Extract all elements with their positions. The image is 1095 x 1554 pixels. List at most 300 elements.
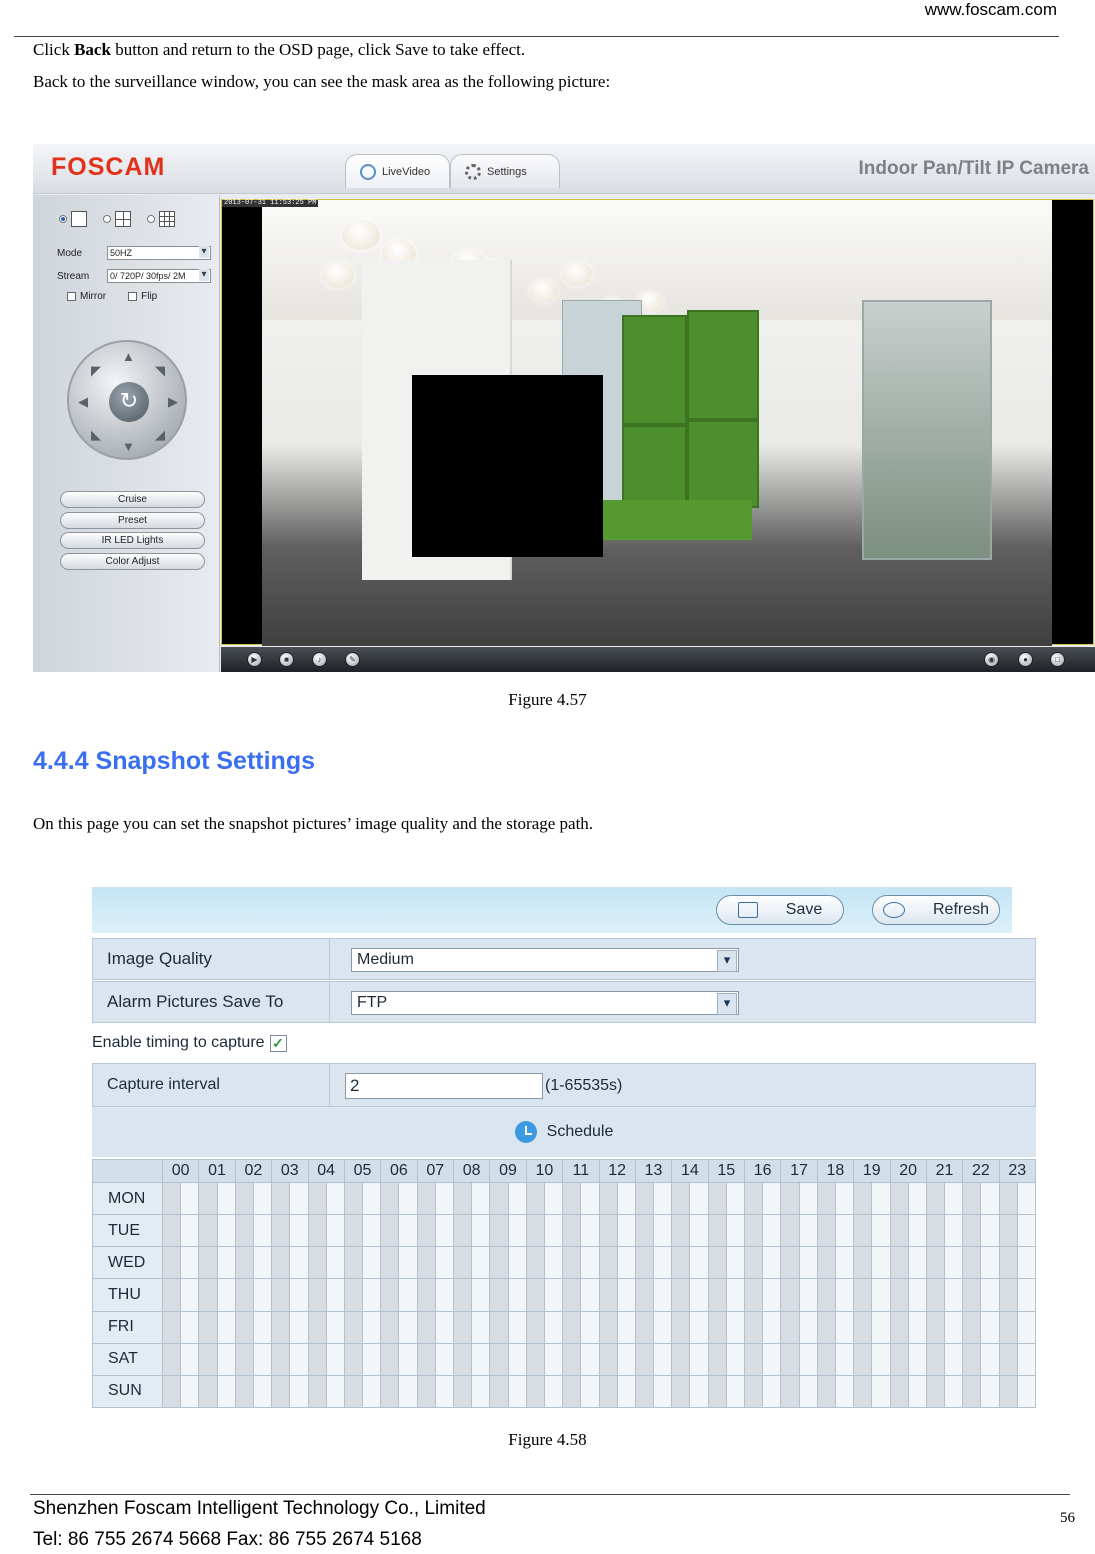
schedule-cell[interactable] bbox=[308, 1183, 326, 1215]
arrow-down-right-icon[interactable]: ◢ bbox=[155, 427, 165, 442]
schedule-cell[interactable] bbox=[781, 1247, 799, 1279]
schedule-grid[interactable] bbox=[92, 1159, 1036, 1408]
schedule-cell[interactable] bbox=[563, 1279, 581, 1311]
schedule-hour-header[interactable]: 10 bbox=[526, 1160, 562, 1183]
schedule-cell[interactable] bbox=[781, 1375, 799, 1407]
schedule-cell[interactable] bbox=[672, 1215, 690, 1247]
schedule-cell[interactable] bbox=[326, 1311, 344, 1343]
schedule-hour-header[interactable]: 19 bbox=[854, 1160, 890, 1183]
schedule-cell[interactable] bbox=[890, 1375, 908, 1407]
schedule-cell[interactable] bbox=[708, 1247, 726, 1279]
schedule-cell[interactable] bbox=[763, 1343, 781, 1375]
schedule-cell[interactable] bbox=[363, 1215, 381, 1247]
schedule-cell[interactable] bbox=[854, 1343, 872, 1375]
schedule-cell[interactable] bbox=[490, 1311, 508, 1343]
schedule-cell[interactable] bbox=[399, 1375, 417, 1407]
schedule-cell[interactable] bbox=[926, 1279, 944, 1311]
schedule-cell[interactable] bbox=[708, 1375, 726, 1407]
schedule-cell[interactable] bbox=[472, 1279, 490, 1311]
schedule-cell[interactable] bbox=[1017, 1247, 1035, 1279]
schedule-cell[interactable] bbox=[708, 1215, 726, 1247]
schedule-cell[interactable] bbox=[235, 1311, 253, 1343]
schedule-cell[interactable] bbox=[235, 1247, 253, 1279]
schedule-cell[interactable] bbox=[763, 1183, 781, 1215]
schedule-cell[interactable] bbox=[326, 1183, 344, 1215]
schedule-cell[interactable] bbox=[963, 1311, 981, 1343]
schedule-cell[interactable] bbox=[181, 1247, 199, 1279]
schedule-cell[interactable] bbox=[544, 1247, 562, 1279]
schedule-cell[interactable] bbox=[344, 1247, 362, 1279]
schedule-cell[interactable] bbox=[326, 1343, 344, 1375]
schedule-cell[interactable] bbox=[181, 1375, 199, 1407]
schedule-cell[interactable] bbox=[872, 1311, 890, 1343]
schedule-cell[interactable] bbox=[617, 1183, 635, 1215]
schedule-cell[interactable] bbox=[908, 1311, 926, 1343]
schedule-cell[interactable] bbox=[163, 1343, 181, 1375]
schedule-cell[interactable] bbox=[908, 1375, 926, 1407]
schedule-cell[interactable] bbox=[945, 1343, 963, 1375]
preset-button[interactable]: Preset bbox=[60, 512, 205, 529]
schedule-cell[interactable] bbox=[945, 1183, 963, 1215]
schedule-cell[interactable] bbox=[454, 1215, 472, 1247]
schedule-cell[interactable] bbox=[654, 1311, 672, 1343]
schedule-cell[interactable] bbox=[635, 1343, 653, 1375]
schedule-cell[interactable] bbox=[999, 1183, 1017, 1215]
schedule-cell[interactable] bbox=[799, 1375, 817, 1407]
schedule-cell[interactable] bbox=[926, 1247, 944, 1279]
schedule-cell[interactable] bbox=[490, 1215, 508, 1247]
snapshot-icon[interactable]: ◉ bbox=[984, 652, 999, 667]
schedule-cell[interactable] bbox=[635, 1311, 653, 1343]
schedule-cell[interactable] bbox=[599, 1247, 617, 1279]
schedule-day-label[interactable]: TUE bbox=[93, 1215, 163, 1247]
flip-option[interactable] bbox=[128, 291, 157, 302]
schedule-cell[interactable] bbox=[817, 1279, 835, 1311]
schedule-cell[interactable] bbox=[163, 1247, 181, 1279]
schedule-cell[interactable] bbox=[272, 1247, 290, 1279]
schedule-cell[interactable] bbox=[272, 1279, 290, 1311]
schedule-cell[interactable] bbox=[417, 1279, 435, 1311]
schedule-cell[interactable] bbox=[581, 1247, 599, 1279]
schedule-cell[interactable] bbox=[563, 1375, 581, 1407]
talk-icon[interactable]: ✎ bbox=[345, 652, 360, 667]
schedule-cell[interactable] bbox=[635, 1183, 653, 1215]
schedule-cell[interactable] bbox=[672, 1247, 690, 1279]
schedule-cell[interactable] bbox=[472, 1215, 490, 1247]
schedule-cell[interactable] bbox=[908, 1343, 926, 1375]
schedule-cell[interactable] bbox=[781, 1343, 799, 1375]
fullscreen-icon[interactable]: □ bbox=[1050, 652, 1065, 667]
schedule-cell[interactable] bbox=[435, 1183, 453, 1215]
schedule-cell[interactable] bbox=[381, 1375, 399, 1407]
save-button[interactable] bbox=[716, 895, 844, 925]
schedule-cell[interactable] bbox=[435, 1279, 453, 1311]
schedule-cell[interactable] bbox=[163, 1215, 181, 1247]
schedule-cell[interactable] bbox=[199, 1311, 217, 1343]
schedule-cell[interactable] bbox=[472, 1375, 490, 1407]
schedule-cell[interactable] bbox=[745, 1247, 763, 1279]
schedule-cell[interactable] bbox=[563, 1215, 581, 1247]
schedule-cell[interactable] bbox=[581, 1279, 599, 1311]
arrow-left-icon[interactable]: ◀ bbox=[78, 394, 88, 409]
schedule-cell[interactable] bbox=[235, 1215, 253, 1247]
view-single[interactable] bbox=[59, 211, 87, 227]
schedule-cell[interactable] bbox=[599, 1311, 617, 1343]
schedule-cell[interactable] bbox=[599, 1215, 617, 1247]
schedule-cell[interactable] bbox=[435, 1343, 453, 1375]
schedule-cell[interactable] bbox=[654, 1343, 672, 1375]
schedule-cell[interactable] bbox=[217, 1215, 235, 1247]
schedule-cell[interactable] bbox=[199, 1279, 217, 1311]
schedule-cell[interactable] bbox=[781, 1279, 799, 1311]
schedule-cell[interactable] bbox=[708, 1183, 726, 1215]
play-icon[interactable]: ▶ bbox=[247, 652, 262, 667]
schedule-cell[interactable] bbox=[563, 1247, 581, 1279]
audio-icon[interactable]: ♪ bbox=[312, 652, 327, 667]
schedule-cell[interactable] bbox=[199, 1215, 217, 1247]
schedule-cell[interactable] bbox=[199, 1247, 217, 1279]
schedule-cell[interactable] bbox=[654, 1247, 672, 1279]
schedule-cell[interactable] bbox=[544, 1183, 562, 1215]
schedule-cell[interactable] bbox=[253, 1279, 271, 1311]
arrow-up-right-icon[interactable]: ◥ bbox=[155, 363, 165, 378]
schedule-cell[interactable] bbox=[835, 1279, 853, 1311]
schedule-cell[interactable] bbox=[454, 1343, 472, 1375]
schedule-cell[interactable] bbox=[181, 1343, 199, 1375]
schedule-hour-header[interactable]: 04 bbox=[308, 1160, 344, 1183]
schedule-cell[interactable] bbox=[981, 1279, 999, 1311]
schedule-cell[interactable] bbox=[745, 1183, 763, 1215]
view-quad[interactable] bbox=[103, 211, 131, 227]
schedule-cell[interactable] bbox=[926, 1343, 944, 1375]
schedule-cell[interactable] bbox=[199, 1343, 217, 1375]
schedule-cell[interactable] bbox=[399, 1311, 417, 1343]
schedule-cell[interactable] bbox=[926, 1183, 944, 1215]
schedule-cell[interactable] bbox=[399, 1343, 417, 1375]
schedule-cell[interactable] bbox=[854, 1375, 872, 1407]
schedule-cell[interactable] bbox=[381, 1279, 399, 1311]
arrow-down-icon[interactable]: ▼ bbox=[122, 439, 135, 454]
schedule-day-label[interactable]: WED bbox=[93, 1247, 163, 1279]
schedule-hour-header[interactable]: 22 bbox=[963, 1160, 999, 1183]
schedule-hour-header[interactable]: 12 bbox=[599, 1160, 635, 1183]
schedule-cell[interactable] bbox=[817, 1215, 835, 1247]
arrow-up-left-icon[interactable]: ◤ bbox=[91, 363, 101, 378]
schedule-hour-header[interactable]: 23 bbox=[999, 1160, 1035, 1183]
schedule-cell[interactable] bbox=[963, 1343, 981, 1375]
schedule-cell[interactable] bbox=[272, 1343, 290, 1375]
schedule-cell[interactable] bbox=[163, 1311, 181, 1343]
schedule-cell[interactable] bbox=[381, 1183, 399, 1215]
schedule-cell[interactable] bbox=[1017, 1183, 1035, 1215]
schedule-cell[interactable] bbox=[181, 1215, 199, 1247]
schedule-hour-header[interactable]: 08 bbox=[454, 1160, 490, 1183]
schedule-cell[interactable] bbox=[654, 1183, 672, 1215]
schedule-cell[interactable] bbox=[290, 1343, 308, 1375]
schedule-cell[interactable] bbox=[617, 1311, 635, 1343]
schedule-cell[interactable] bbox=[454, 1183, 472, 1215]
schedule-cell[interactable] bbox=[599, 1183, 617, 1215]
schedule-cell[interactable] bbox=[253, 1183, 271, 1215]
schedule-cell[interactable] bbox=[745, 1311, 763, 1343]
schedule-cell[interactable] bbox=[690, 1311, 708, 1343]
schedule-cell[interactable] bbox=[672, 1311, 690, 1343]
schedule-cell[interactable] bbox=[163, 1183, 181, 1215]
schedule-cell[interactable] bbox=[945, 1279, 963, 1311]
schedule-cell[interactable] bbox=[399, 1183, 417, 1215]
schedule-cell[interactable] bbox=[508, 1247, 526, 1279]
schedule-hour-header[interactable]: 11 bbox=[563, 1160, 599, 1183]
schedule-cell[interactable] bbox=[163, 1279, 181, 1311]
schedule-cell[interactable] bbox=[908, 1215, 926, 1247]
schedule-cell[interactable] bbox=[344, 1279, 362, 1311]
schedule-cell[interactable] bbox=[690, 1247, 708, 1279]
schedule-cell[interactable] bbox=[581, 1343, 599, 1375]
schedule-cell[interactable] bbox=[217, 1343, 235, 1375]
schedule-cell[interactable] bbox=[999, 1215, 1017, 1247]
schedule-cell[interactable] bbox=[472, 1311, 490, 1343]
tab-settings[interactable] bbox=[450, 154, 560, 188]
schedule-cell[interactable] bbox=[799, 1215, 817, 1247]
schedule-cell[interactable] bbox=[635, 1375, 653, 1407]
schedule-cell[interactable] bbox=[417, 1215, 435, 1247]
schedule-cell[interactable] bbox=[326, 1279, 344, 1311]
stream-select[interactable]: 0/ 720P/ 30fps/ 2M ▾ bbox=[107, 269, 211, 283]
schedule-cell[interactable] bbox=[417, 1247, 435, 1279]
schedule-cell[interactable] bbox=[745, 1375, 763, 1407]
schedule-cell[interactable] bbox=[945, 1215, 963, 1247]
schedule-cell[interactable] bbox=[508, 1375, 526, 1407]
schedule-cell[interactable] bbox=[363, 1311, 381, 1343]
schedule-cell[interactable] bbox=[526, 1215, 544, 1247]
schedule-cell[interactable] bbox=[308, 1311, 326, 1343]
schedule-cell[interactable] bbox=[763, 1375, 781, 1407]
schedule-cell[interactable] bbox=[508, 1279, 526, 1311]
schedule-cell[interactable] bbox=[581, 1311, 599, 1343]
schedule-cell[interactable] bbox=[526, 1247, 544, 1279]
schedule-cell[interactable] bbox=[763, 1279, 781, 1311]
schedule-cell[interactable] bbox=[253, 1375, 271, 1407]
schedule-cell[interactable] bbox=[945, 1247, 963, 1279]
schedule-hour-header[interactable]: 09 bbox=[490, 1160, 526, 1183]
schedule-cell[interactable] bbox=[490, 1375, 508, 1407]
schedule-cell[interactable] bbox=[1017, 1311, 1035, 1343]
schedule-cell[interactable] bbox=[835, 1183, 853, 1215]
schedule-cell[interactable] bbox=[690, 1215, 708, 1247]
schedule-cell[interactable] bbox=[999, 1375, 1017, 1407]
schedule-cell[interactable] bbox=[981, 1311, 999, 1343]
schedule-cell[interactable] bbox=[981, 1247, 999, 1279]
schedule-cell[interactable] bbox=[526, 1311, 544, 1343]
schedule-cell[interactable] bbox=[290, 1311, 308, 1343]
schedule-cell[interactable] bbox=[1017, 1279, 1035, 1311]
schedule-cell[interactable] bbox=[617, 1215, 635, 1247]
schedule-cell[interactable] bbox=[726, 1311, 744, 1343]
schedule-cell[interactable] bbox=[799, 1279, 817, 1311]
image-quality-select[interactable]: Medium ▾ bbox=[351, 948, 739, 972]
schedule-cell[interactable] bbox=[763, 1311, 781, 1343]
schedule-hour-header[interactable]: 17 bbox=[781, 1160, 817, 1183]
schedule-hour-header[interactable]: 20 bbox=[890, 1160, 926, 1183]
stop-icon[interactable]: ■ bbox=[279, 652, 294, 667]
schedule-cell[interactable] bbox=[417, 1375, 435, 1407]
schedule-cell[interactable] bbox=[690, 1183, 708, 1215]
schedule-cell[interactable] bbox=[217, 1279, 235, 1311]
schedule-hour-header[interactable]: 02 bbox=[235, 1160, 271, 1183]
schedule-cell[interactable] bbox=[854, 1247, 872, 1279]
schedule-cell[interactable] bbox=[308, 1247, 326, 1279]
schedule-cell[interactable] bbox=[308, 1375, 326, 1407]
schedule-cell[interactable] bbox=[435, 1375, 453, 1407]
schedule-cell[interactable] bbox=[726, 1247, 744, 1279]
schedule-cell[interactable] bbox=[835, 1343, 853, 1375]
schedule-cell[interactable] bbox=[363, 1279, 381, 1311]
schedule-cell[interactable] bbox=[344, 1215, 362, 1247]
schedule-day-label[interactable]: SUN bbox=[93, 1375, 163, 1407]
schedule-cell[interactable] bbox=[854, 1279, 872, 1311]
schedule-hour-header[interactable]: 21 bbox=[926, 1160, 962, 1183]
schedule-cell[interactable] bbox=[617, 1375, 635, 1407]
schedule-cell[interactable] bbox=[654, 1215, 672, 1247]
schedule-cell[interactable] bbox=[253, 1311, 271, 1343]
schedule-cell[interactable] bbox=[253, 1343, 271, 1375]
schedule-cell[interactable] bbox=[872, 1279, 890, 1311]
schedule-cell[interactable] bbox=[890, 1343, 908, 1375]
schedule-cell[interactable] bbox=[599, 1279, 617, 1311]
schedule-cell[interactable] bbox=[199, 1375, 217, 1407]
schedule-cell[interactable] bbox=[835, 1311, 853, 1343]
schedule-cell[interactable] bbox=[908, 1279, 926, 1311]
schedule-hour-header[interactable]: 05 bbox=[344, 1160, 380, 1183]
schedule-cell[interactable] bbox=[926, 1375, 944, 1407]
schedule-cell[interactable] bbox=[490, 1279, 508, 1311]
schedule-cell[interactable] bbox=[817, 1343, 835, 1375]
arrow-right-icon[interactable]: ▶ bbox=[168, 394, 178, 409]
schedule-cell[interactable] bbox=[435, 1311, 453, 1343]
color-adjust-button[interactable]: Color Adjust bbox=[60, 553, 205, 570]
schedule-cell[interactable] bbox=[326, 1375, 344, 1407]
schedule-cell[interactable] bbox=[872, 1375, 890, 1407]
schedule-cell[interactable] bbox=[417, 1343, 435, 1375]
radio-icon[interactable] bbox=[147, 215, 155, 223]
schedule-cell[interactable] bbox=[690, 1279, 708, 1311]
schedule-cell[interactable] bbox=[781, 1183, 799, 1215]
schedule-cell[interactable] bbox=[381, 1311, 399, 1343]
mirror-option[interactable] bbox=[67, 291, 106, 302]
schedule-cell[interactable] bbox=[363, 1343, 381, 1375]
schedule-cell[interactable] bbox=[417, 1311, 435, 1343]
schedule-cell[interactable] bbox=[563, 1343, 581, 1375]
schedule-cell[interactable] bbox=[290, 1183, 308, 1215]
schedule-cell[interactable] bbox=[708, 1343, 726, 1375]
schedule-cell[interactable] bbox=[308, 1343, 326, 1375]
schedule-cell[interactable] bbox=[890, 1311, 908, 1343]
schedule-cell[interactable] bbox=[581, 1215, 599, 1247]
schedule-cell[interactable] bbox=[745, 1343, 763, 1375]
save-to-select[interactable]: FTP ▾ bbox=[351, 991, 739, 1015]
schedule-cell[interactable] bbox=[854, 1311, 872, 1343]
schedule-cell[interactable] bbox=[399, 1247, 417, 1279]
schedule-cell[interactable] bbox=[726, 1215, 744, 1247]
schedule-cell[interactable] bbox=[690, 1343, 708, 1375]
schedule-cell[interactable] bbox=[308, 1279, 326, 1311]
schedule-cell[interactable] bbox=[272, 1183, 290, 1215]
schedule-cell[interactable] bbox=[635, 1279, 653, 1311]
schedule-cell[interactable] bbox=[272, 1311, 290, 1343]
schedule-cell[interactable] bbox=[235, 1279, 253, 1311]
schedule-cell[interactable] bbox=[763, 1247, 781, 1279]
enable-timing-checkbox[interactable]: ✓ bbox=[270, 1035, 287, 1052]
schedule-cell[interactable] bbox=[217, 1311, 235, 1343]
schedule-cell[interactable] bbox=[817, 1311, 835, 1343]
schedule-cell[interactable] bbox=[526, 1183, 544, 1215]
schedule-cell[interactable] bbox=[981, 1343, 999, 1375]
schedule-cell[interactable] bbox=[690, 1375, 708, 1407]
capture-interval-input[interactable]: 2 bbox=[345, 1073, 543, 1099]
schedule-cell[interactable] bbox=[963, 1375, 981, 1407]
schedule-cell[interactable] bbox=[817, 1375, 835, 1407]
schedule-cell[interactable] bbox=[181, 1279, 199, 1311]
schedule-cell[interactable] bbox=[745, 1279, 763, 1311]
schedule-cell[interactable] bbox=[890, 1279, 908, 1311]
schedule-cell[interactable] bbox=[508, 1183, 526, 1215]
schedule-cell[interactable] bbox=[799, 1247, 817, 1279]
schedule-cell[interactable] bbox=[435, 1247, 453, 1279]
schedule-cell[interactable] bbox=[235, 1183, 253, 1215]
live-video-view[interactable] bbox=[221, 199, 1094, 645]
schedule-cell[interactable] bbox=[708, 1279, 726, 1311]
schedule-hour-header[interactable]: 03 bbox=[272, 1160, 308, 1183]
schedule-cell[interactable] bbox=[890, 1183, 908, 1215]
schedule-cell[interactable] bbox=[708, 1311, 726, 1343]
ptz-control-wheel[interactable] bbox=[67, 340, 187, 460]
schedule-cell[interactable] bbox=[1017, 1375, 1035, 1407]
schedule-cell[interactable] bbox=[526, 1375, 544, 1407]
schedule-cell[interactable] bbox=[654, 1375, 672, 1407]
schedule-cell[interactable] bbox=[599, 1343, 617, 1375]
schedule-hour-header[interactable]: 18 bbox=[817, 1160, 853, 1183]
schedule-cell[interactable] bbox=[563, 1311, 581, 1343]
schedule-cell[interactable] bbox=[544, 1343, 562, 1375]
schedule-cell[interactable] bbox=[726, 1183, 744, 1215]
schedule-hour-header[interactable]: 01 bbox=[199, 1160, 235, 1183]
schedule-cell[interactable] bbox=[326, 1215, 344, 1247]
schedule-cell[interactable] bbox=[635, 1247, 653, 1279]
schedule-cell[interactable] bbox=[872, 1343, 890, 1375]
schedule-cell[interactable] bbox=[417, 1183, 435, 1215]
schedule-cell[interactable] bbox=[945, 1375, 963, 1407]
schedule-cell[interactable] bbox=[399, 1215, 417, 1247]
schedule-cell[interactable] bbox=[981, 1375, 999, 1407]
schedule-cell[interactable] bbox=[253, 1215, 271, 1247]
schedule-hour-header[interactable]: 14 bbox=[672, 1160, 708, 1183]
view-nine[interactable] bbox=[147, 211, 175, 227]
mirror-checkbox[interactable] bbox=[67, 292, 76, 301]
schedule-cell[interactable] bbox=[454, 1247, 472, 1279]
radio-icon[interactable] bbox=[103, 215, 111, 223]
schedule-cell[interactable] bbox=[872, 1215, 890, 1247]
schedule-cell[interactable] bbox=[963, 1215, 981, 1247]
cruise-button[interactable]: Cruise bbox=[60, 491, 205, 508]
schedule-cell[interactable] bbox=[217, 1375, 235, 1407]
schedule-cell[interactable] bbox=[454, 1279, 472, 1311]
schedule-cell[interactable] bbox=[781, 1311, 799, 1343]
schedule-cell[interactable] bbox=[253, 1247, 271, 1279]
schedule-cell[interactable] bbox=[726, 1375, 744, 1407]
schedule-cell[interactable] bbox=[181, 1311, 199, 1343]
schedule-cell[interactable] bbox=[508, 1311, 526, 1343]
schedule-cell[interactable] bbox=[981, 1183, 999, 1215]
